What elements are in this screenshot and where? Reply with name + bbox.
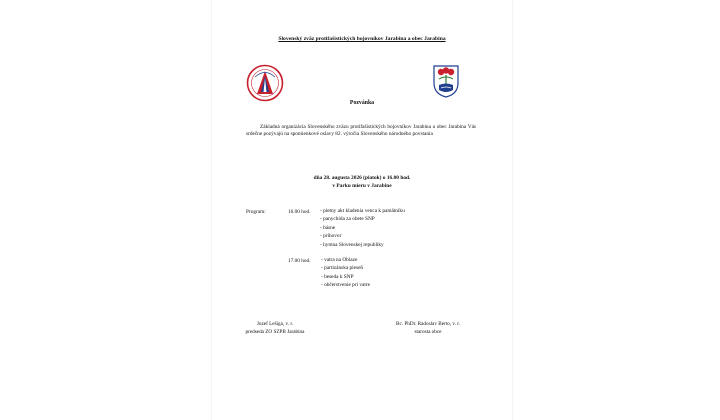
jarabina-coat-of-arms-logo [431, 63, 461, 99]
signature-left-role: predseda ZO SZPB Jarabina [245, 328, 305, 335]
program-time-1: 16.00 hod. [288, 209, 311, 215]
invitation-intro: Základná organizácia Slovenského zväzu protifašistických bojovníkov Jarabina a obec Jarabina Vás srdečne pozývajú na spomienkové oslavy 82. výročia Slovenského národného povstania [246, 124, 476, 138]
program-list-1 [320, 207, 405, 249]
organizers-heading: Slovenský zväz protifašistických bojovníkov Jarabina a obec Jarabina [278, 36, 446, 42]
list-item: - hymna Slovenskej republiky [320, 241, 384, 248]
event-place: v Parku mieru v Jarabine [332, 182, 392, 189]
invitation-page [212, 0, 512, 420]
list-item: - básne [320, 224, 336, 231]
list-item: - vatra na Oblaze [321, 257, 358, 263]
signature-right-role: starosta obce [414, 328, 442, 335]
program-time-2: 17.00 hod. [288, 258, 311, 264]
list-item: - príhovor [320, 233, 342, 240]
event-date-place [212, 175, 512, 190]
signature-right [378, 321, 478, 336]
list-item: - pietny akt kladenia venca k pamätníku [320, 208, 405, 214]
program-label: Program: [246, 209, 266, 215]
program-list-2 [321, 256, 370, 290]
signature-left-name: Jozef Lešiga, v. r. [256, 321, 294, 327]
event-date: dňa 28. augusta 2026 (piatok) o 16.00 hod. [313, 175, 411, 181]
szpb-emblem-logo [246, 64, 284, 102]
signature-right-name: Bc. PhDr. Radoslav Berto, v. r. [396, 321, 460, 327]
list-item: - partizánska pieseň [321, 265, 364, 272]
list-item: - panychída za obete SNP [320, 216, 375, 223]
invitation-title: Pozvánka [349, 100, 375, 106]
list-item: - beseda k SNP [321, 273, 354, 280]
list-item: - občerstvenie pri vatre [321, 282, 370, 289]
signature-left [240, 321, 310, 336]
